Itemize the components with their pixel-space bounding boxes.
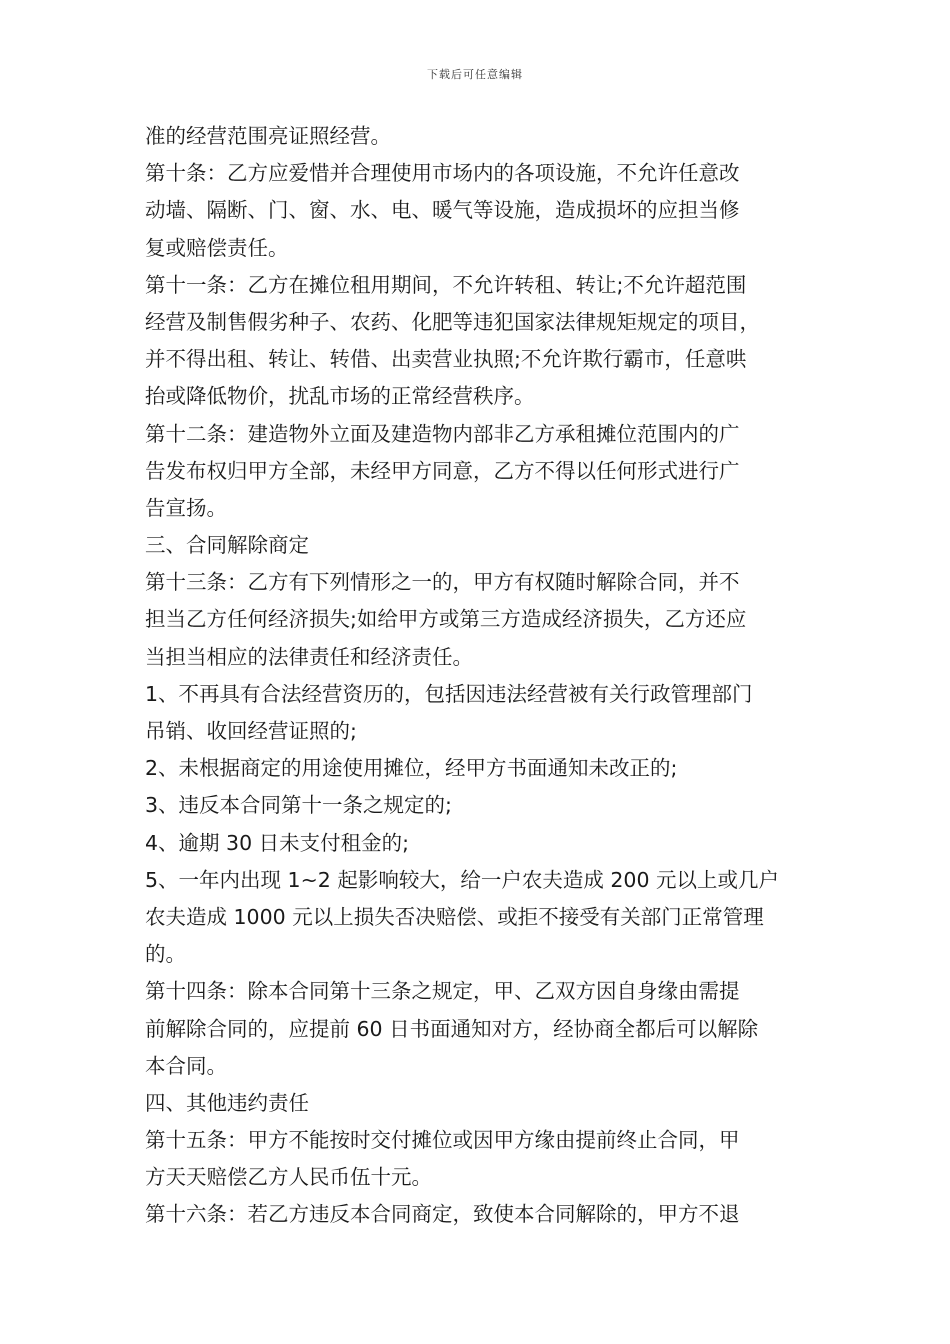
text-line: 告发布权归甲方全部，未经甲方同意，乙方不得以任何形式进行广 bbox=[145, 458, 740, 483]
text-line: 经营及制售假劣种子、农药、化肥等违犯国家法律规矩规定的项目， bbox=[145, 309, 760, 334]
text-line: 4、逾期 30 日未支付租金的; bbox=[145, 830, 410, 855]
text-line: 农夫造成 1000 元以上损失否决赔偿、或拒不接受有关部门正常管理 bbox=[145, 904, 764, 929]
text-line: 方天天赔偿乙方人民币伍十元。 bbox=[145, 1165, 432, 1190]
text-line: 并不得出租、转让、转借、出卖营业执照;不允许欺行霸市，任意哄 bbox=[145, 347, 747, 372]
text-line: 第十六条：若乙方违反本合同商定，致使本合同解除的，甲方不退 bbox=[145, 1202, 740, 1227]
text-line: 第十三条：乙方有下列情形之一的，甲方有权随时解除合同，并不 bbox=[145, 570, 740, 595]
text-line: 复或赔偿责任。 bbox=[145, 235, 289, 260]
text-line: 当担当相应的法律责任和经济责任。 bbox=[145, 644, 473, 669]
text-line: 第十条：乙方应爱惜并合理使用市场内的各项设施，不允许任意改 bbox=[145, 161, 740, 186]
text-line: 第十一条：乙方在摊位租用期间，不允许转租、转让;不允许超范围 bbox=[145, 272, 747, 297]
text-line: 1、不再具有合法经营资历的，包括因违法经营被有关行政管理部门 bbox=[145, 681, 753, 706]
text-line: 第十二条：建造物外立面及建造物内部非乙方承租摊位范围内的广 bbox=[145, 421, 740, 446]
text-line: 准的经营范围亮证照经营。 bbox=[145, 124, 391, 148]
text-line: 抬或降低物价，扰乱市场的正常经营秩序。 bbox=[145, 384, 535, 409]
text-line: 3、违反本合同第十一条之规定的; bbox=[145, 793, 452, 818]
text-line: 动墙、隔断、门、窗、水、电、暖气等设施，造成损坏的应担当修 bbox=[145, 198, 740, 223]
text-line: 的。 bbox=[145, 942, 186, 967]
text-line: 吊销、收回经营证照的; bbox=[145, 719, 357, 743]
text-line: 前解除合同的，应提前 60 日书面通知对方，经协商全都后可以解除 bbox=[145, 1016, 759, 1041]
text-line: 2、未根据商定的用途使用摊位，经甲方书面通知未改正的; bbox=[145, 756, 678, 781]
document-body bbox=[145, 118, 810, 1234]
section-heading: 四、其他违约责任 bbox=[145, 1090, 309, 1115]
text-line: 告宣扬。 bbox=[145, 495, 227, 520]
text-line: 第十四条：除本合同第十三条之规定，甲、乙双方因自身缘由需提 bbox=[145, 979, 740, 1004]
header-note: 下载后可任意编辑 bbox=[427, 68, 523, 81]
text-line: 担当乙方任何经济损失;如给甲方或第三方造成经济损失，乙方还应 bbox=[145, 607, 747, 632]
text-line: 本合同。 bbox=[145, 1053, 227, 1078]
text-line: 5、一年内出现 1~2 起影响较大，给一户农夫造成 200 元以上或几户 bbox=[145, 867, 779, 892]
section-heading: 三、合同解除商定 bbox=[145, 533, 309, 558]
text-line: 第十五条：甲方不能按时交付摊位或因甲方缘由提前终止合同，甲 bbox=[145, 1128, 740, 1153]
